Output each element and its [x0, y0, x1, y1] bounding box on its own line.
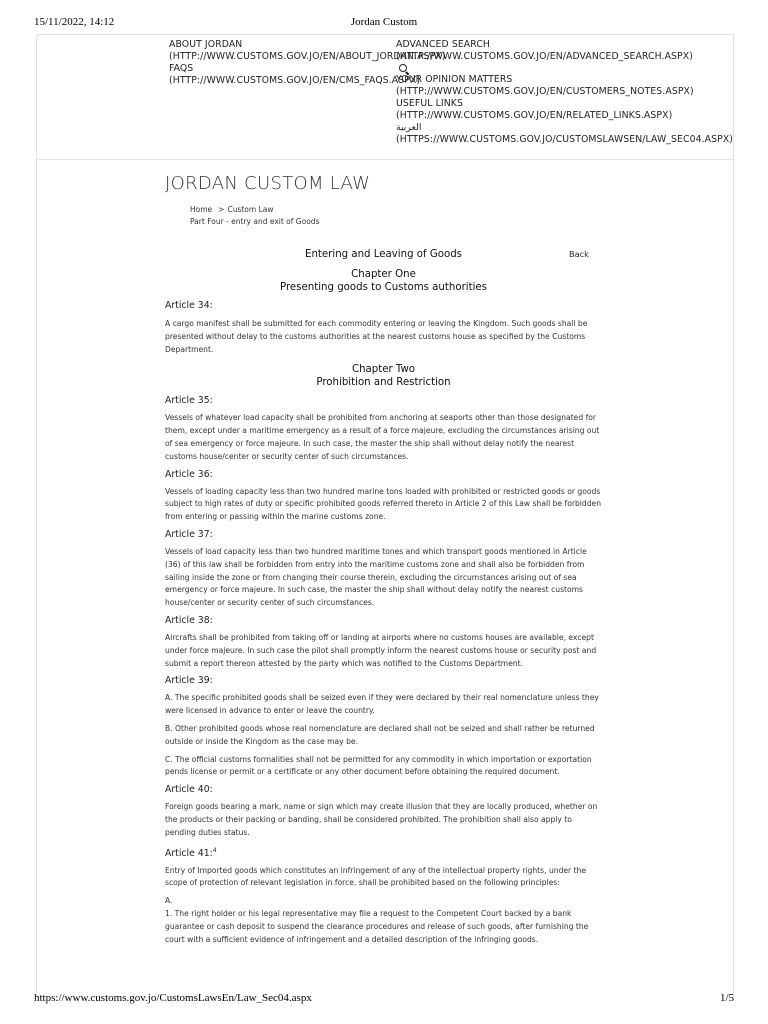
nav-your-opinion-matters[interactable]	[396, 74, 726, 98]
page-frame	[36, 34, 734, 997]
article-title	[165, 845, 602, 860]
nav-label: العربية	[396, 122, 422, 133]
article-paragraph: 1. The right holder or his legal representative may file a request to the Competent Court backed by a bank guarantee or cash deposit to suspend the clearance procedures and release of such goods, after furnishing the court with a sufficient evidence of infringement and a detailed description of the infringing goods.	[165, 909, 589, 944]
article-text: Entry of Imported goods which constitutes an infringement of any of the intellectual property rights, under the scope of protection of relevant legislation in force, shall be prohibited based on the following principles:	[165, 865, 587, 888]
nav-advanced-search[interactable]	[396, 39, 726, 63]
article-point-label: A.	[165, 896, 173, 906]
article-text: Vessels of loading capacity less than two hundred marine tons loaded with prohibited or restricted goods or goods subject to high rates of duty or specific prohibited goods referred thereto in Article 2 of this Law shall be forbidden from entering or passing within the marine customs zone.	[165, 486, 602, 522]
nav-useful-links[interactable]	[396, 98, 726, 122]
article-title: Article 40:	[165, 784, 213, 796]
print-date: 15/11/2022, 14:12	[34, 16, 115, 28]
nav-url: (HTTP://WWW.CUSTOMS.GOV.JO/EN/CUSTOMERS_NOTES.ASPX)	[396, 86, 694, 97]
article-text: Aircrafts shall be prohibited from taking off or landing at airports where no customs houses are available, except under force majeure. In such case the pilot shall promptly inform the nearest customs house or security post and submit a report thereon attested by the party which was notified to the Customs Department.	[165, 632, 597, 668]
nav-faqs[interactable]	[169, 63, 419, 87]
nav-label: USEFUL LINKS	[396, 98, 463, 109]
nav-url: (HTTP://WWW.CUSTOMS.GOV.JO/EN/RELATED_LINKS.ASPX)	[396, 110, 673, 121]
nav-right-column	[396, 39, 734, 146]
breadcrumb-subtitle: Part Four - entry and exit of Goods	[190, 217, 320, 226]
print-url: https://www.customs.gov.jo/CustomsLawsEn/Law_Sec04.aspx	[34, 992, 312, 1004]
section-title: Entering and Leaving of Goods	[305, 249, 462, 260]
breadcrumb-home[interactable]: Home	[190, 205, 213, 214]
article-text: Foreign goods bearing a mark, name or sign which may create illusion that they are locally produced, whether on the products or their packing or banding, shall be considered prohibited. The prohibition shall also apply to pending duties status.	[165, 802, 598, 837]
nav-url: (HTTP://WWW.CUSTOMS.GOV.JO/EN/ADVANCED_SEARCH.ASPX)	[396, 51, 693, 62]
article-title: Article 34:	[165, 300, 213, 311]
print-header	[34, 16, 734, 32]
chapter-subtitle: Prohibition and Restriction	[316, 377, 451, 389]
chapter-subtitle: Presenting goods to Customs authorities	[279, 282, 487, 293]
article-text: Vessels of load capacity less than two hundred maritime tones and which transport goods mentioned in Article (36) of this law shall be forbidden from entry into the maritime customs zone and shall also be forbidden from sailing inside the zone or from changing their course therein, excluding the circumstances arising out of sea emergency or force majeure. In such case, the master the ship shall without delay notify the nearest customs house/center or security center of such circumstances.	[165, 546, 587, 608]
main-content	[165, 245, 602, 946]
article-title: Article 38:	[165, 614, 213, 626]
nav-label: YOUR OPINION MATTERS	[396, 74, 513, 85]
breadcrumb-custom-law[interactable]: Custom Law	[227, 205, 274, 214]
breadcrumb	[190, 204, 319, 228]
article-text: A cargo manifest shall be submitted for each commodity entering or leaving the Kingdom. Such goods shall be presented without delay to the customs authorities at the nearest customs house as specified by the Customs Department.	[165, 319, 588, 354]
chevron-right-icon: >	[218, 205, 225, 214]
article-text: Vessels of whatever load capacity shall be prohibited from anchoring at seaports other than those designated for them, except under a maritime emergency as a result of a force majeure, excluding the circumstances arising out of sea emergency or force majeure. In such case, the master the ship shall without delay notify the nearest customs house/center or security center of such circumstances.	[165, 413, 600, 461]
article-title-text: Article 41:	[165, 847, 213, 859]
nav-label: ADVANCED SEARCH	[396, 39, 491, 50]
search-icon[interactable]	[399, 64, 409, 74]
chapter-title: Chapter One	[351, 269, 416, 280]
article-title: Article 36:	[165, 468, 213, 480]
nav-url: (HTTP://WWW.CUSTOMS.GOV.JO/EN/ABOUT_JORDAN.ASPX)	[169, 51, 446, 62]
article-title: Article 35:	[165, 395, 213, 407]
nav-url: (HTTP://WWW.CUSTOMS.GOV.JO/EN/CMS_FAQS.ASPX)	[169, 75, 421, 86]
print-footer	[34, 992, 734, 1006]
nav-url: (HTTPS://WWW.CUSTOMS.GOV.JO/CUSTOMSLAWSEN/LAW_SEC04.ASPX)	[396, 134, 734, 145]
back-link[interactable]: Back	[569, 249, 589, 259]
nav-arabic-language[interactable]	[396, 122, 734, 146]
nav-label: ABOUT JORDAN	[169, 39, 243, 50]
article-paragraph: B. Other prohibited goods whose real nomenclature are declared shall not be seized and shall rather be returned outside or inside the Kingdom as the case may be.	[165, 723, 595, 746]
nav-label: FAQS	[169, 63, 194, 74]
print-title: Jordan Custom	[350, 16, 418, 28]
article-paragraph: A. The specific prohibited goods shall be seized even if they were declared by their real nomenclature unless they were licensed in advance to enter or leave the country.	[165, 693, 599, 716]
footnote-marker[interactable]: 4	[212, 846, 217, 854]
article-title: Article 39:	[165, 675, 213, 687]
article-title: Article 37:	[165, 528, 213, 540]
article-paragraph: C. The official customs formalities shall not be permitted for any commodity in which importation or exportation pends license or permit or a certificate or any other document before obtaining the required document.	[165, 754, 592, 777]
top-navigation	[37, 35, 733, 160]
site-title: JORDAN CUSTOM LAW	[165, 173, 371, 194]
print-page-number: 1/5	[719, 992, 734, 1004]
chapter-title: Chapter Two	[351, 364, 416, 376]
